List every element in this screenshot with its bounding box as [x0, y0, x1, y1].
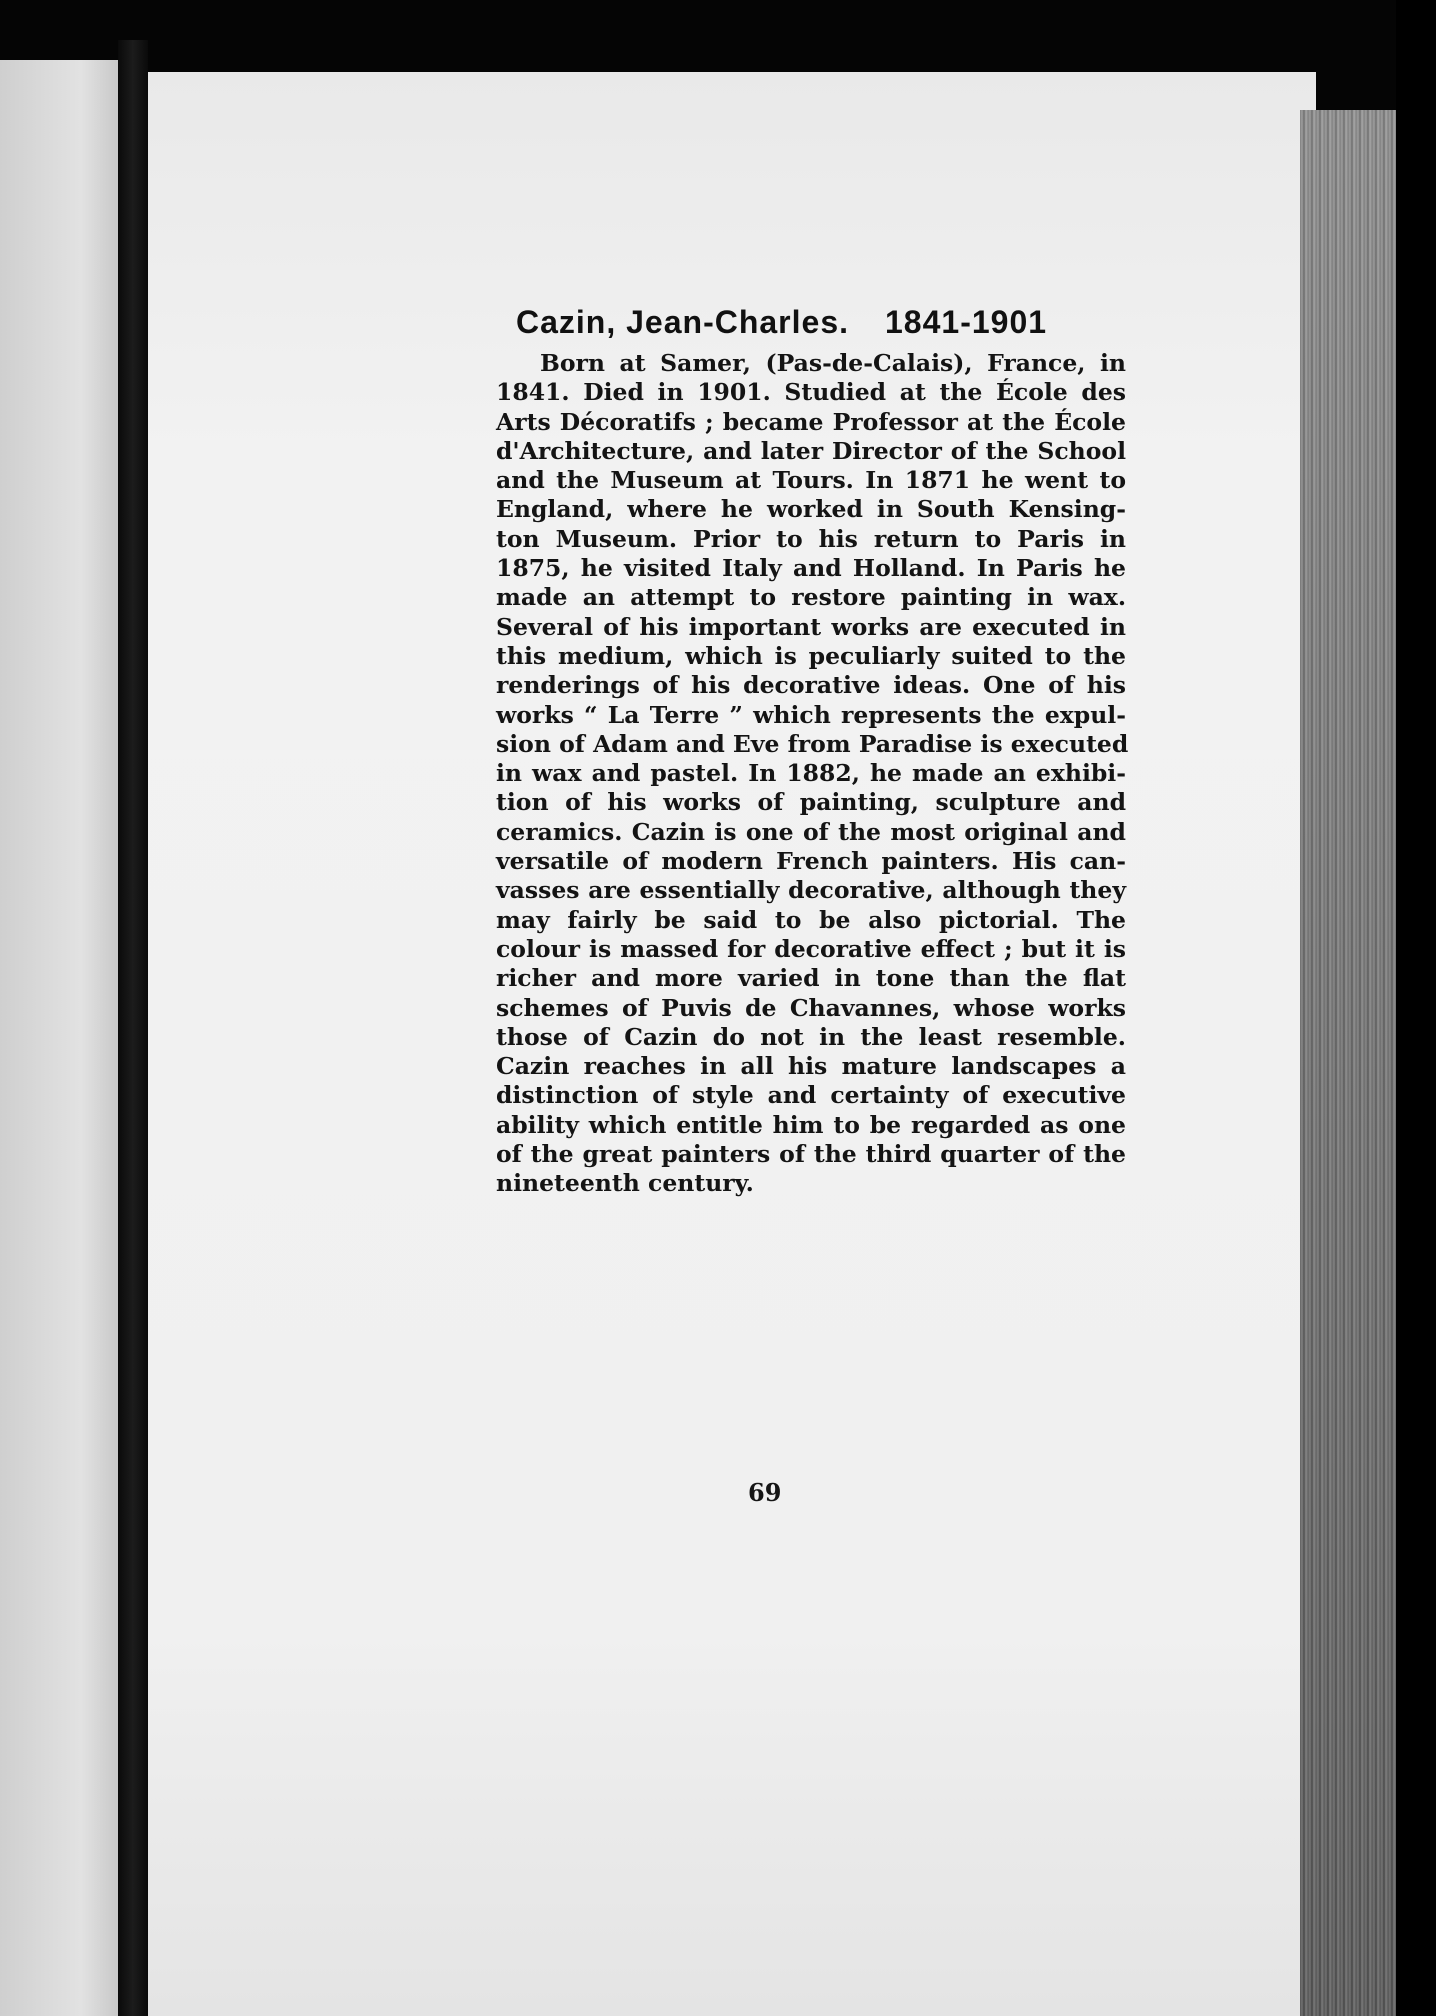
- body-line: Born at Samer, (Pas-de-Calais), France, in: [540, 349, 1126, 377]
- book-page: [148, 72, 1316, 2016]
- body-line: made an attempt to restore painting in wax.: [496, 583, 1126, 612]
- body-line: Arts Décoratifs ; became Professor at the École: [496, 407, 1126, 436]
- body-line: renderings of his decorative ideas. One of his: [496, 671, 1126, 700]
- entry-text-block: [496, 304, 1129, 1199]
- body-line: ton Museum. Prior to his return to Paris in: [496, 524, 1126, 553]
- body-line: distinction of style and certainty of executive: [496, 1081, 1126, 1110]
- body-line: and the Museum at Tours. In 1871 he went to: [496, 466, 1126, 495]
- body-line: 1841. Died in 1901. Studied at the École des: [496, 378, 1126, 407]
- body-line: in wax and pastel. In 1882, he made an exhibi-: [496, 759, 1126, 788]
- body-line: vasses are essentially decorative, although they: [496, 876, 1126, 905]
- page-edges: [1300, 110, 1396, 2016]
- book-gutter: [118, 40, 148, 2016]
- entry-body: [496, 349, 1129, 1199]
- body-line: those of Cazin do not in the least resemble.: [496, 1022, 1126, 1051]
- body-line: ceramics. Cazin is one of the most original and: [496, 817, 1126, 846]
- body-line: richer and more varied in tone than the flat: [496, 964, 1126, 993]
- body-line: d'Architecture, and later Director of the School: [496, 436, 1126, 465]
- artist-name: Cazin, Jean-Charles.: [516, 304, 849, 340]
- body-line: versatile of modern French painters. His can-: [496, 847, 1126, 876]
- body-line: tion of his works of painting, sculpture and: [496, 788, 1126, 817]
- body-line: Several of his important works are executed in: [496, 612, 1126, 641]
- body-line: works “ La Terre ” which represents the expul-: [496, 700, 1126, 729]
- body-line: England, where he worked in South Kensing-: [496, 495, 1126, 524]
- body-line: schemes of Puvis de Chavannes, whose works: [496, 993, 1126, 1022]
- body-line: colour is massed for decorative effect ; but it is: [496, 934, 1126, 963]
- body-line: this medium, which is peculiarly suited to the: [496, 641, 1126, 670]
- body-line: sion of Adam and Eve from Paradise is executed: [496, 729, 1129, 758]
- entry-heading: [516, 304, 1126, 341]
- left-page-fragment: [0, 60, 135, 2016]
- body-line: Cazin reaches in all his mature landscapes a: [496, 1052, 1126, 1081]
- body-line: of the great painters of the third quarter of the: [496, 1140, 1126, 1169]
- body-line: 1875, he visited Italy and Holland. In Paris he: [496, 554, 1126, 583]
- body-line: ability which entitle him to be regarded as one: [496, 1110, 1126, 1139]
- body-line: may fairly be said to be also pictorial. The: [496, 905, 1126, 934]
- body-line: nineteenth century.: [496, 1169, 754, 1198]
- artist-dates: 1841-1901: [885, 304, 1048, 340]
- scan-border: [1396, 0, 1436, 2016]
- page-number: 69: [748, 1478, 782, 1507]
